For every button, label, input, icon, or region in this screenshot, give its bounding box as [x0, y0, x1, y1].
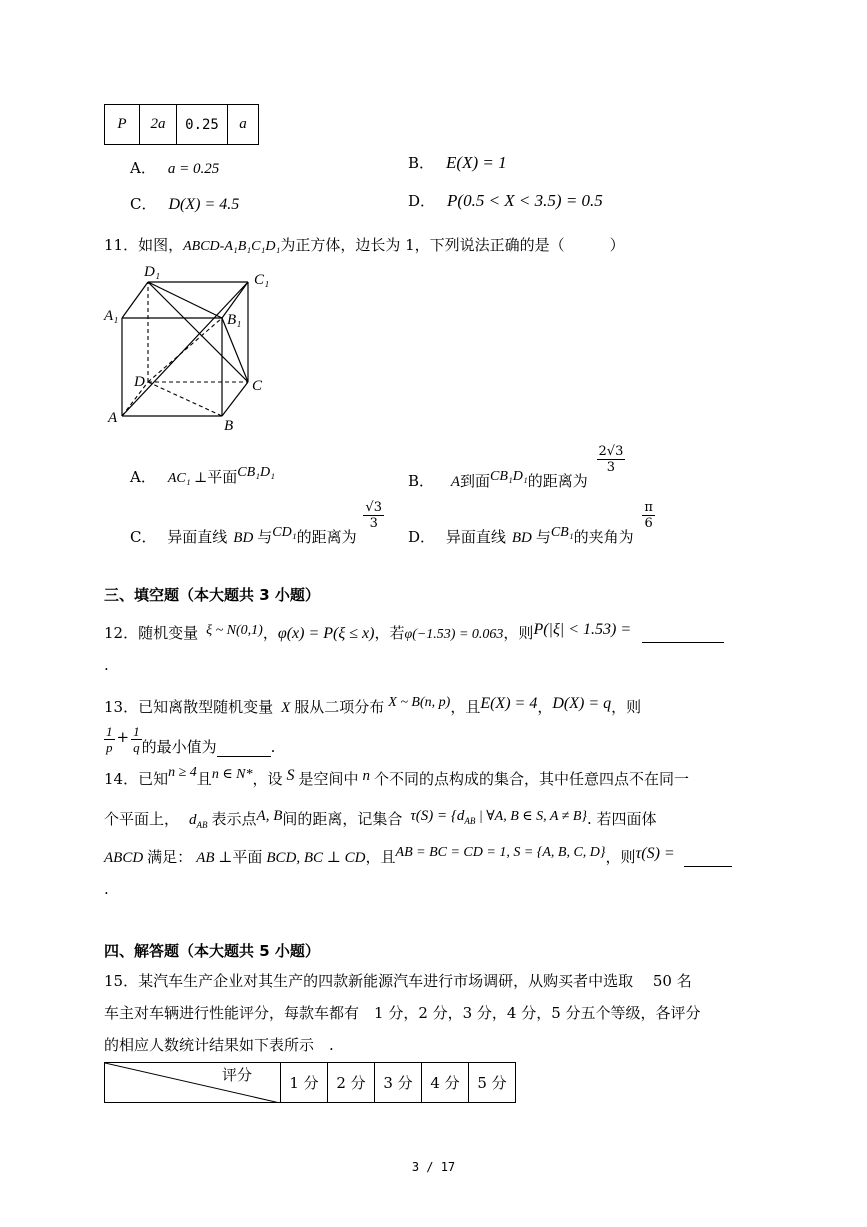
answer-blank[interactable]: [217, 742, 271, 757]
fraction: $\frac{\pi}{6}$: [644, 500, 653, 531]
q12-tail: .: [104, 656, 109, 674]
page-number: 3 / 17: [411, 1160, 456, 1174]
q14-line1: 14．已知n ≥ 4且n ∈ N*，设 S 是空间中 n 个不同的点构成的集合，其中任意四点不在同一: [104, 765, 690, 788]
rating-table: [104, 1062, 516, 1103]
table-cell: 2a: [140, 105, 177, 145]
fraction: $\frac{√3}{3}$: [365, 500, 382, 531]
table-cell: P: [105, 105, 140, 145]
table-header: 2 分: [328, 1063, 375, 1103]
distribution-table: [104, 104, 259, 145]
q11-option-c: C． 异面直线 BD 与CD₁的距离为 $\frac{√3}{3}$: [130, 500, 382, 546]
q11-option-b: B． A到面CB₁D₁的距离为 $\frac{2√3}{3}$: [408, 444, 624, 490]
vertex-label: A: [108, 410, 118, 426]
table-header: 4 分: [422, 1063, 469, 1103]
q14-line2: 个平面上， $d_{AB}$ 表示点A, B间的距离，记集合 $\tau(S) = \{d_{AB}$ | ∀A, B ∈ S, A ≠ B}. 若四面体: [104, 808, 657, 830]
q10-option-d: D． P(0.5 < X < 3.5) = 0.5: [408, 191, 603, 210]
section-title: 四、解答题（本大题共 5 小题）: [104, 942, 320, 960]
q10-option-c: C． D(X) = 4.5: [130, 195, 240, 213]
vertex-label: D₁: [144, 264, 161, 280]
q12-stem: 12．随机变量 ξ ~ N(0,1)，φ(x) = P(ξ ≤ x)，若φ(−1.53) = 0.063，则P(|ξ| < 1.53) =: [104, 622, 724, 643]
answer-blank[interactable]: [642, 624, 724, 643]
vertex-label: B: [224, 418, 234, 433]
q13-stem: 13．已知离散型随机变量 X 服从二项分布 X ~ B(n, p)，且E(X) = 4，D(X) = q，则: [104, 695, 642, 716]
table-header-diagonal: 评分: [105, 1063, 281, 1103]
fraction: $\frac{1}{q}$: [133, 724, 140, 755]
table-header: 5 分: [469, 1063, 516, 1103]
q13-line2: $\frac{1}{p}$ + $\frac{1}{q}$ 的最小值为 .: [106, 724, 276, 756]
table-header: 1 分: [281, 1063, 328, 1103]
q14-tail: .: [104, 880, 109, 898]
q15-line2: 车主对车辆进行性能评分，每款车都有 1 分，2 分，3 分，4 分，5 分五个等级，各评分: [104, 1004, 701, 1022]
table-cell: 0.25: [177, 105, 228, 145]
table-cell: a: [228, 105, 259, 145]
q11-stem: 11．如图，ABCD-A₁B₁C₁D₁为正方体，边长为 1，下列说法正确的是（ ）: [104, 236, 625, 254]
q15-line3: 的相应人数统计结果如下表所示 .: [104, 1036, 334, 1054]
q11-option-a: A． AC₁ ⊥平面CB₁D₁: [130, 465, 276, 486]
answer-blank[interactable]: [684, 848, 732, 867]
q15-line1: 15．某汽车生产企业对其生产的四款新能源汽车进行市场调研，从购买者中选取 50 名: [104, 972, 692, 990]
q14-line3: ABCD 满足： AB ⊥平面 BCD, BC ⊥ CD，且AB = BC = CD = 1, S = {A, B, C, D}，则τ(S) =: [104, 846, 732, 867]
table-header: 3 分: [375, 1063, 422, 1103]
fraction: $\frac{2√3}{3}$: [598, 444, 624, 475]
q10-option-a: A． a = 0.25: [130, 159, 220, 177]
vertex-label: C: [252, 378, 263, 394]
fraction: $\frac{1}{p}$: [106, 724, 113, 755]
section-title: 三、填空题（本大题共 3 小题）: [104, 586, 320, 604]
vertex-label: B₁: [227, 312, 242, 328]
q10-option-b: B． E(X) = 1: [408, 153, 507, 172]
cube-figure: [100, 258, 280, 433]
vertex-label: A₁: [104, 308, 119, 324]
vertex-label: D: [134, 374, 145, 390]
vertex-label: C₁: [254, 272, 270, 288]
q11-option-d: D． 异面直线 BD 与CB₁的夹角为 $\frac{\pi}{6}$: [408, 500, 653, 546]
